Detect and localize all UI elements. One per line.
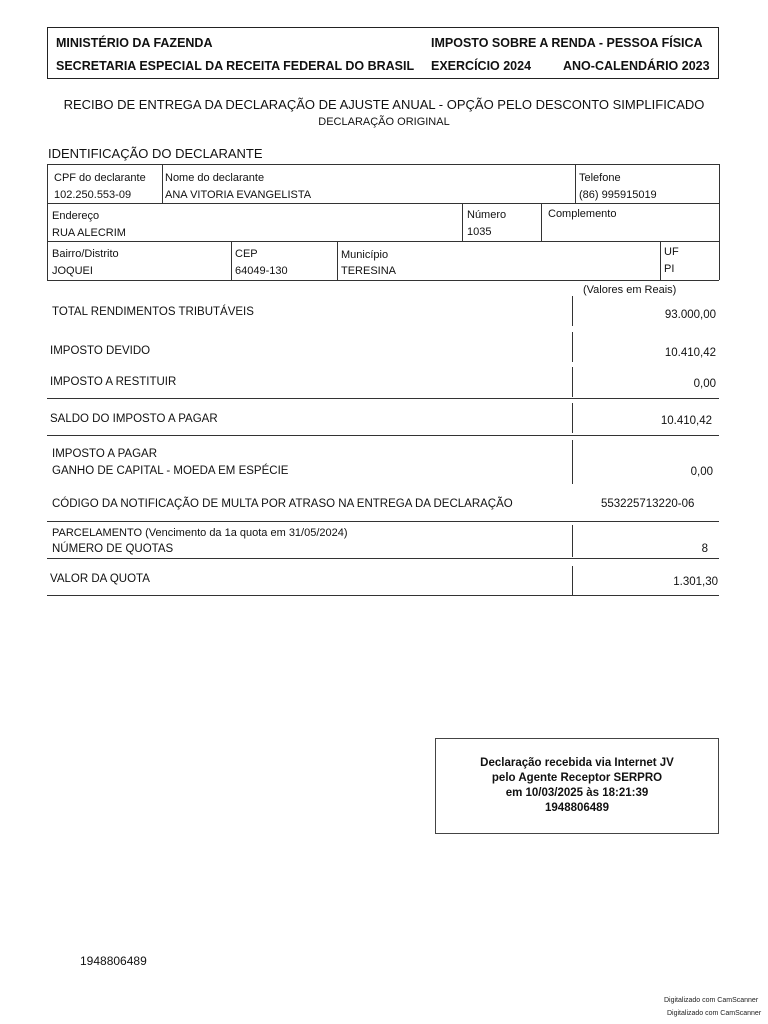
address-value: RUA ALECRIM	[52, 227, 126, 239]
tax-due-label: IMPOSTO DEVIDO	[50, 345, 151, 357]
table-cell-divider	[162, 164, 163, 203]
phone-value: (86) 995915019	[579, 189, 657, 201]
installment-amount-value: 1.301,30	[673, 576, 718, 588]
name-label: Nome do declarante	[165, 172, 265, 184]
total-income-value: 93.000,00	[664, 309, 716, 321]
phone-label: Telefone	[579, 172, 621, 184]
table-cell-divider	[337, 241, 338, 280]
city-label: Município	[341, 249, 389, 261]
table-cell-divider	[660, 241, 661, 280]
tax-due-value: 10.410,42	[664, 347, 716, 359]
uf-label: UF	[664, 246, 679, 258]
values-divider	[47, 558, 719, 559]
balance-due-label: SALDO DO IMPOSTO A PAGAR	[50, 413, 218, 425]
total-income-label: TOTAL RENDIMENTOS TRIBUTÁVEIS	[52, 306, 254, 318]
receipt-stamp-box	[435, 738, 719, 834]
value-cell-divider	[572, 332, 573, 362]
address-label: Endereço	[52, 210, 100, 222]
document-title: RECIBO DE ENTREGA DA DECLARAÇÃO DE AJUSTE ANUAL - OPÇÃO PELO DESCONTO SIMPLIFICADO	[63, 97, 705, 112]
table-cell-divider	[231, 241, 232, 280]
installment-count-value: 8	[701, 543, 708, 555]
city-value: TERESINA	[341, 265, 397, 277]
scanner-watermark: Digitalizado com CamScanner	[664, 997, 759, 1004]
values-divider	[47, 435, 719, 436]
identification-section-title: IDENTIFICAÇÃO DO DECLARANTE	[48, 146, 263, 161]
installment-label: PARCELAMENTO (Vencimento da 1a quota em 31/05/2024)	[52, 527, 348, 539]
capital-gain-label: IMPOSTO A PAGAR	[52, 448, 158, 460]
late-fine-code-value: 553225713220-06	[601, 498, 695, 510]
cep-value: 64049-130	[235, 265, 288, 277]
cep-label: CEP	[235, 248, 258, 260]
scanner-watermark-2: Digitalizado com CamScanner	[667, 1010, 762, 1017]
uf-value: PI	[664, 263, 675, 275]
capital-gain-label-2: GANHO DE CAPITAL - MOEDA EM ESPÉCIE	[52, 465, 289, 477]
tax-refund-value: 0,00	[693, 378, 716, 390]
value-cell-divider	[572, 440, 573, 484]
balance-due-value: 10.410,42	[660, 415, 712, 427]
value-cell-divider	[572, 296, 573, 326]
value-cell-divider	[572, 525, 573, 557]
footer-receipt-number: 1948806489	[80, 954, 147, 968]
document-subtitle: DECLARAÇÃO ORIGINAL	[318, 116, 450, 128]
receipt-line-3: em 10/03/2025 às 18:21:39	[505, 787, 649, 799]
ministry-title: MINISTÉRIO DA FAZENDA	[56, 36, 213, 50]
values-divider	[47, 595, 719, 596]
calendar-year: ANO-CALENDÁRIO 2023	[563, 59, 710, 73]
tax-refund-label: IMPOSTO A RESTITUIR	[50, 376, 177, 388]
value-cell-divider	[572, 403, 573, 433]
cpf-value: 102.250.553-09	[54, 189, 132, 201]
capital-gain-value: 0,00	[690, 466, 713, 478]
table-cell-divider	[541, 203, 542, 241]
values-unit-note: (Valores em Reais)	[583, 284, 677, 296]
values-divider	[47, 521, 719, 522]
table-border-right	[719, 164, 720, 280]
late-fine-code-label: CÓDIGO DA NOTIFICAÇÃO DE MULTA POR ATRASO NA ENTREGA DA DECLARAÇÃO	[52, 498, 513, 510]
receipt-line-4: 1948806489	[545, 802, 609, 814]
secretariat-title: SECRETARIA ESPECIAL DA RECEITA FEDERAL DO BRASIL	[56, 59, 415, 73]
table-cell-divider	[462, 203, 463, 241]
number-value: 1035	[467, 226, 492, 238]
value-cell-divider	[572, 566, 573, 595]
district-label: Bairro/Distrito	[52, 248, 119, 260]
complement-label: Complemento	[548, 208, 617, 220]
cpf-label: CPF do declarante	[54, 172, 146, 184]
receipt-line-2: pelo Agente Receptor SERPRO	[491, 772, 663, 784]
table-border-bottom	[47, 280, 719, 281]
table-row-divider	[47, 203, 719, 204]
table-border-top	[47, 164, 719, 165]
exercise-year: EXERCÍCIO 2024	[431, 59, 532, 73]
number-label: Número	[467, 209, 507, 221]
table-cell-divider	[575, 164, 576, 203]
receipt-line-1: Declaração recebida via Internet JV	[480, 757, 674, 769]
name-value: ANA VITORIA EVANGELISTA	[165, 189, 312, 201]
table-border-left	[47, 164, 48, 280]
tax-name: IMPOSTO SOBRE A RENDA - PESSOA FÍSICA	[431, 36, 703, 50]
installment-count-label: NÚMERO DE QUOTAS	[52, 543, 174, 555]
value-cell-divider	[572, 367, 573, 397]
district-value: JOQUEI	[52, 265, 93, 277]
installment-amount-label: VALOR DA QUOTA	[50, 573, 150, 585]
values-divider	[47, 398, 719, 399]
table-row-divider	[47, 241, 719, 242]
